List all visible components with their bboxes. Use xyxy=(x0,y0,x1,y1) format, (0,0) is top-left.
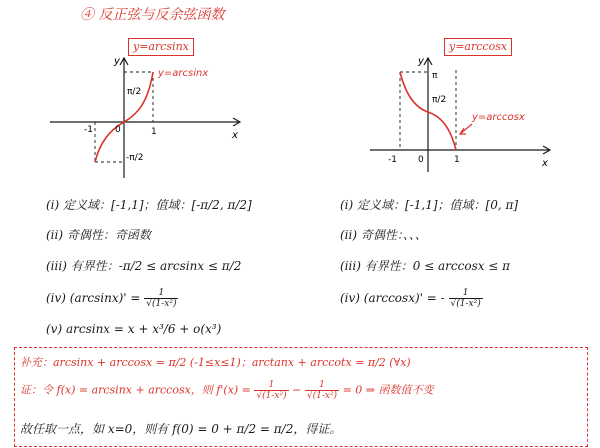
left-deriv-fraction xyxy=(144,288,178,309)
right-deriv-den: √(1-x²) xyxy=(450,299,481,309)
left-prop-bounded: (iii) 有界性：-π/2 ≤ arcsinx ≤ π/2 xyxy=(46,259,242,273)
supplement-proof: 证：令 f(x) = arcsinx + arccosx，则 f'(x) = $\frac{1}{\text{√(1-x²)}}$ − $\frac{1}{\text{√(1-x²)}}$ = 0 ⇒ 函数值不变 xyxy=(20,380,434,401)
right-prop-bounded: (iii) 有界性：0 ≤ arccosx ≤ π xyxy=(340,259,511,273)
supplement-identity: 补充：arcsinx + arccosx = π/2 (-1≤x≤1)；arctanx + arccotx = π/2 (∀x) xyxy=(20,356,411,369)
proof-frac-1-num: 1 xyxy=(254,380,288,391)
arcsin-tick-1: 1 xyxy=(151,127,157,137)
left-deriv-num: 1 xyxy=(144,288,178,299)
right-prop-domain: (i) 定义域：[-1,1]；值域：[0, π] xyxy=(340,198,519,212)
right-deriv-lhs: (iv) (arccosx)' = - xyxy=(340,291,445,305)
arccos-curve-label: y=arccosx xyxy=(472,112,525,123)
arccos-tick-neg1: -1 xyxy=(388,155,397,165)
right-deriv-num: 1 xyxy=(449,288,483,299)
arccos-tick-pi2: π/2 xyxy=(432,95,447,105)
arcsin-tick-0: 0 xyxy=(115,125,121,135)
proof-frac-2 xyxy=(305,380,339,401)
section-heading: ④ 反正弦与反余弦函数 xyxy=(80,7,225,23)
supplement-final: 故任取一点，如 x=0，则有 f(0) = 0 + π/2 = π/2，得证。 xyxy=(20,422,342,436)
arccos-x-label: x xyxy=(542,158,548,169)
proof-start: 证：令 f(x) = arcsinx + arccosx，则 f'(x) = xyxy=(20,383,251,397)
proof-frac-1 xyxy=(254,380,288,401)
left-prop-domain: (i) 定义域：[-1,1]；值域：[-π/2, π/2] xyxy=(46,198,252,212)
arcsin-y-label: y xyxy=(114,56,120,67)
proof-frac-2-den: √(1-x²) xyxy=(306,391,338,401)
arcsin-tick-pi2: π/2 xyxy=(127,87,142,97)
left-deriv-lhs: (iv) (arcsinx)' = xyxy=(46,291,141,305)
left-prop-derivative xyxy=(46,288,178,309)
arcsin-tick-neg-pi2: -π/2 xyxy=(126,153,144,163)
left-function-label: y=arcsinx xyxy=(128,38,194,56)
arcsin-graph xyxy=(40,50,250,180)
left-deriv-den: √(1-x²) xyxy=(146,299,177,309)
arcsin-tick-neg1: -1 xyxy=(84,125,93,135)
arcsin-x-label: x xyxy=(232,130,238,141)
arccos-tick-1: 1 xyxy=(454,155,460,165)
left-prop-parity: (ii) 奇偶性：奇函数 xyxy=(46,228,151,242)
left-prop-taylor: (v) arcsinx = x + x³/6 + o(x³) xyxy=(46,322,222,336)
arccos-tick-0: 0 xyxy=(418,155,424,165)
right-prop-parity: (ii) 奇偶性：、、、 xyxy=(340,228,427,242)
proof-conclusion: = 0 ⇒ 函数值不变 xyxy=(342,383,434,397)
proof-frac-2-num: 1 xyxy=(305,380,339,391)
right-prop-derivative xyxy=(340,288,483,309)
arcsin-curve-label: y=arcsinx xyxy=(158,68,209,79)
arccos-graph xyxy=(360,50,560,180)
right-function-label: y=arccosx xyxy=(444,38,512,56)
arccos-y-label: y xyxy=(418,56,424,67)
proof-frac-1-den: √(1-x²) xyxy=(256,391,287,401)
right-deriv-fraction xyxy=(449,288,483,309)
arccos-tick-pi: π xyxy=(432,71,438,81)
